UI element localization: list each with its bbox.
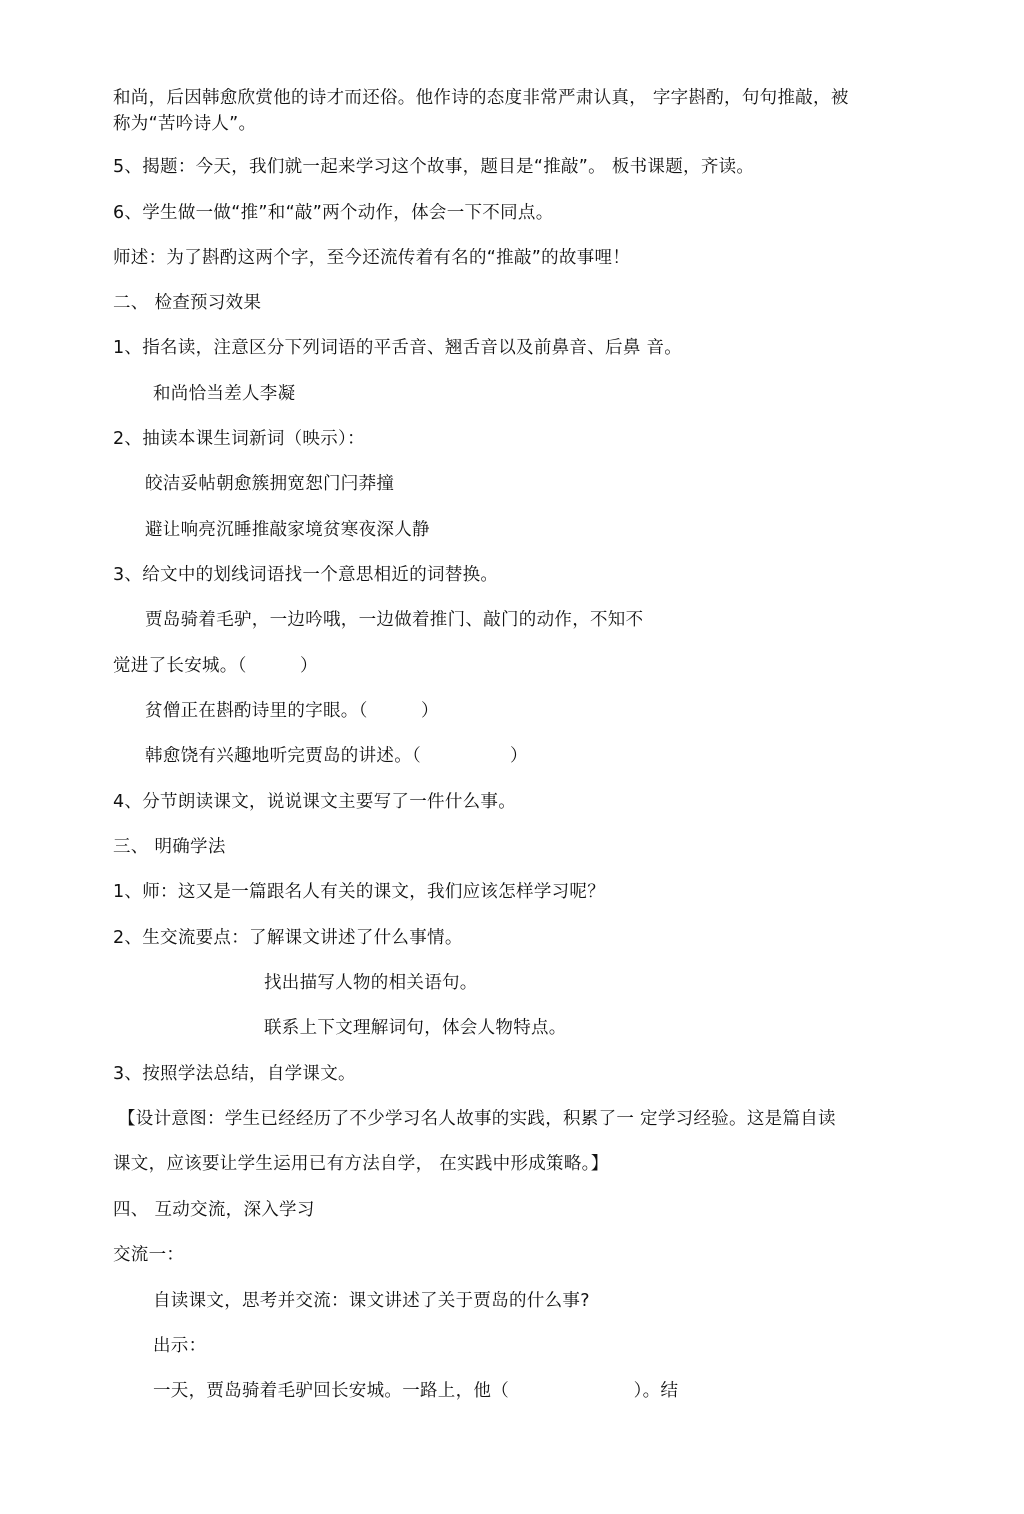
paragraph-line: 找出描写人物的相关语句。 [264,973,478,993]
paragraph-line: 1、指名读，注意区分下列词语的平舌音、翘舌音以及前鼻音、后鼻 音。 [113,338,683,358]
paragraph-line: 贾岛骑着毛驴，一边吟哦，一边做着推门、敲门的动作，不知不 [145,610,644,630]
paragraph-line: 自读课文，思考并交流：课文讲述了关于贾岛的什么事? [153,1291,590,1311]
paragraph-line: 联系上下文理解词句，体会人物特点。 [264,1018,567,1038]
paragraph-line: 师述：为了斟酌这两个字，至今还流传着有名的“推敲”的故事哩！ [113,248,631,268]
paragraph-line: 2、抽读本课生词新词（映示）： [113,429,365,449]
word-list: 和尚恰当差人李凝 [153,384,296,404]
word-list: 避让响亮沉睡推敲家境贫寒夜深人静 [145,520,430,540]
paragraph-line: 韩愈饶有兴趣地听完贾岛的讲述。（ ） [145,746,528,766]
section-heading: 三、 明确学法 [113,837,226,857]
paragraph-line: 觉进了长安城。（ ） [113,656,318,676]
section-heading: 二、 检查预习效果 [113,293,262,313]
paragraph-line: 4、分节朗读课文，说说课文主要写了一件什么事。 [113,792,517,812]
word-list: 皎洁妥帖朝愈簇拥宽恕门闩莽撞 [145,474,395,494]
paragraph-line: 1、师：这又是一篇跟名人有关的课文，我们应该怎样学习呢？ [113,882,606,902]
paragraph-line: 3、按照学法总结，自学课文。 [113,1064,356,1084]
paragraph-line: 5、揭题：今天，我们就一起来学习这个故事，题目是“推敲”。 板书课题，齐读。 [113,157,755,177]
design-intent-note: 课文，应该要让学生运用已有方法自学， 在实践中形成策略。】 [113,1154,609,1174]
paragraph-line: 交流一： [113,1245,185,1265]
paragraph-line: 称为“苦吟诗人”。 [113,114,257,134]
paragraph-line: 2、生交流要点：了解课文讲述了什么事情。 [113,928,463,948]
paragraph-line: 出示： [153,1336,207,1356]
paragraph-line: 和尚，后因韩愈欣赏他的诗才而还俗。他作诗的态度非常严肃认真， 字字斟酌，句句推敲，被 [113,88,849,108]
paragraph-line: 贫僧正在斟酌诗里的字眼。（ ） [145,701,439,721]
paragraph-line: 3、给文中的划线词语找一个意思相近的词替换。 [113,565,499,585]
paragraph-line: 一天，贾岛骑着毛驴回长安城。一路上，他（ ）。结 [153,1381,679,1401]
section-heading: 四、 互动交流，深入学习 [113,1200,315,1220]
paragraph-line: 6、学生做一做“推”和“敲”两个动作，体会一下不同点。 [113,203,554,223]
design-intent-note: 【设计意图：学生已经经历了不少学习名人故事的实践，积累了一 定学习经验。这是篇自读 [118,1109,836,1129]
